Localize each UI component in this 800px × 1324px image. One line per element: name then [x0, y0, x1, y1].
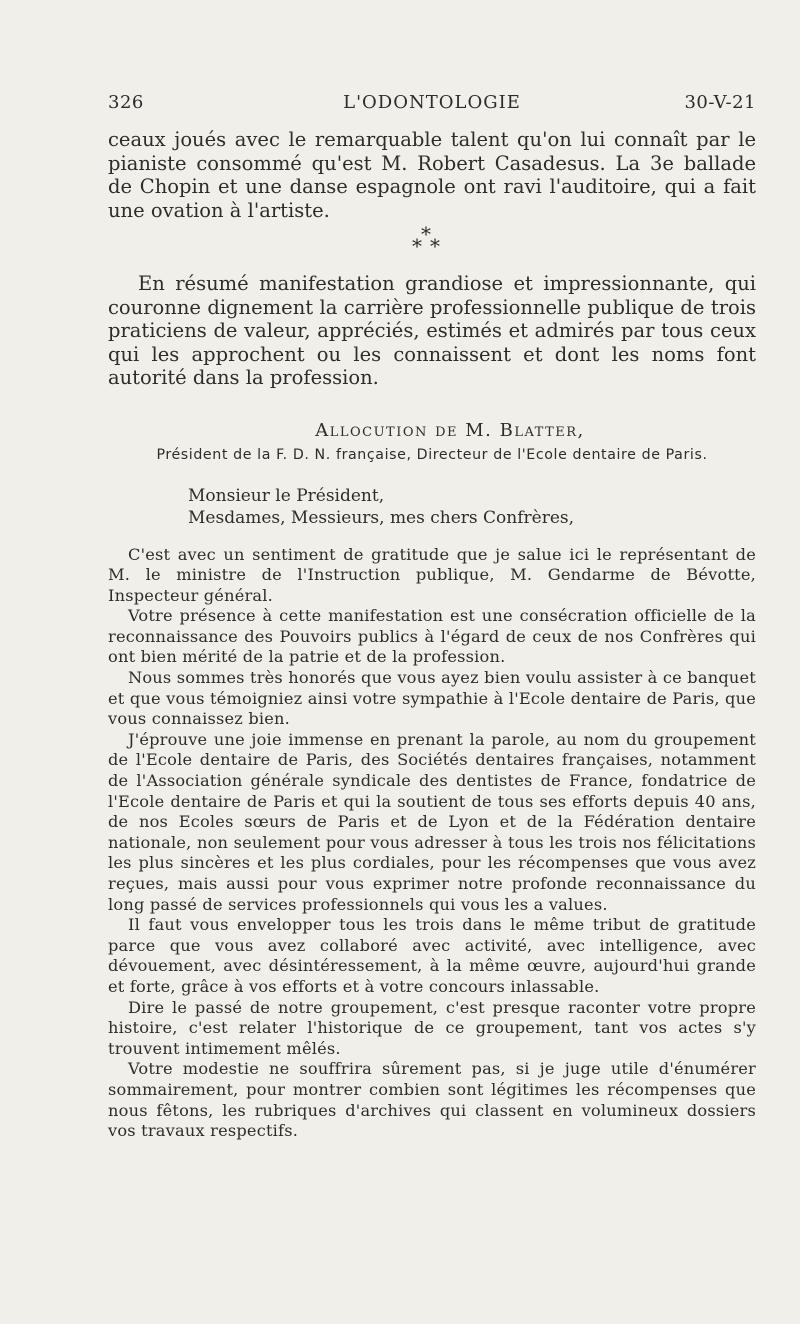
journal-title: L'ODONTOLOGIE: [343, 92, 521, 113]
issue-date: 30-V-21: [684, 92, 756, 113]
speech-paragraph: Votre présence à cette manifestation est une consécration officielle de la reconnaissance des Pouvoirs publics à l'égard de ceux de nos Confrères qui ont bien mérité de la patrie et de la profession.: [108, 606, 756, 667]
salutation: [188, 485, 756, 529]
asterism-star-right: *: [430, 234, 440, 258]
book-page: [108, 92, 756, 1142]
speech-paragraph: J'éprouve une joie immense en prenant la parole, au nom du groupement de l'Ecole dentaire de Paris, des Sociétés dentaires françaises, notamment de l'Association générale syndicale des dentistes de France, fondatrice de l'Ecole dentaire de Paris et qui la soutient de tous ses efforts depuis 40 ans, de nos Ecoles sœurs de Paris et de Lyon et de la Fédération dentaire nationale, non seulement pour vous adresser à tous les trois nos félicitations les plus sincères et les plus cordiales, pour les récompenses que vous avez reçues, mais aussi pour vous exprimer notre profonde reconnaissance du long passé de services professionnels qui vous les a values.: [108, 729, 756, 914]
summary-paragraph: En résumé manifestation grandiose et impressionnante, qui couronne dignement la carrière professionnelle publique de trois praticiens de valeur, appréciés, estimés et admirés par tous ceux qui les approchent ou les connaissent et dont les noms font autorité dans la profession.: [108, 272, 756, 389]
speech-paragraph: Votre modestie ne souffrira sûrement pas, si je juge utile d'énumérer sommairement, pour montrer combien sont légitimes les récompenses que nous fêtons, les rubriques d'archives qui classent en volumineux dossiers vos travaux respectifs.: [108, 1059, 756, 1141]
salutation-line-1: Monsieur le Président,: [188, 485, 385, 506]
speech-paragraph: Il faut vous envelopper tous les trois dans le même tribut de gratitude parce que vous avez collaboré avec activité, avec intelligence, avec dévouement, avec désintéressement, à la même œuvre, aujourd'hui grande et forte, grâce à vos efforts et à votre concours inlassable.: [108, 915, 756, 996]
salutation-line-2: Mesdames, Messieurs, mes chers Confrères,: [188, 507, 575, 528]
asterism-star-left: *: [412, 234, 422, 258]
running-head: [108, 92, 756, 120]
speech-body: [108, 545, 756, 1142]
intro-paragraph: ceaux joués avec le remarquable talent qu'on lui connaît par le pianiste consommé qu'est M. Robert Casadesus. La 3e ballade de Chopin et une danse espagnole ont ravi l'auditoire, qui a fait une ovation à l'artiste.: [108, 128, 756, 222]
speech-paragraph: Dire le passé de notre groupement, c'est presque raconter votre propre histoire, c'est relater l'historique de ce groupement, tant vos actes s'y trouvent intimement mêlés.: [108, 997, 756, 1058]
asterism-star-top: *: [421, 222, 431, 246]
page-number: 326: [108, 92, 144, 113]
allocution-subtitle: Président de la F. D. N. française, Directeur de l'Ecole dentaire de Paris.: [156, 446, 708, 463]
speech-paragraph: Nous sommes très honorés que vous ayez bien voulu assister à ce banquet et que vous témoigniez ainsi votre sympathie à l'Ecole dentaire de Paris, que vous connaissez bien.: [108, 668, 756, 729]
asterism-divider: [108, 222, 756, 258]
allocution-title: Allocution de M. Blatter,: [315, 419, 585, 441]
speech-paragraph: C'est avec un sentiment de gratitude que je salue ici le représentant de M. le ministre de l'Instruction publique, M. Gendarme de Bévotte, Inspecteur général.: [108, 544, 756, 605]
